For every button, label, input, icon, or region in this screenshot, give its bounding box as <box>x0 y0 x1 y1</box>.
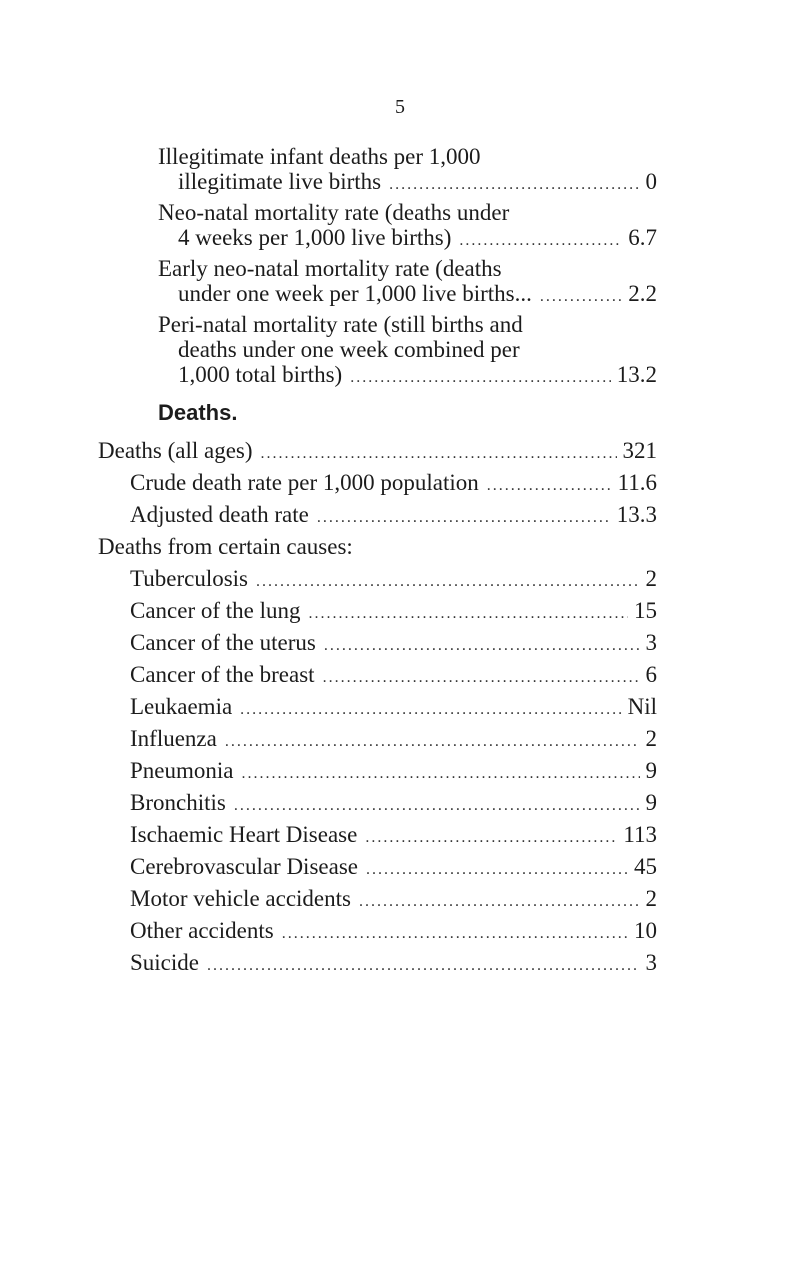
cause-row <box>130 693 657 724</box>
cause-row <box>130 853 657 884</box>
cause-row <box>130 565 657 596</box>
rate-label: 4 weeks per 1,000 live births) <box>178 225 452 250</box>
cause-value: 10 <box>634 918 657 943</box>
rate-value: 0 <box>645 169 657 194</box>
dot-leader <box>324 632 640 660</box>
rate-row <box>178 361 657 392</box>
deaths-all-ages-row <box>98 437 657 468</box>
dot-leader <box>309 600 628 628</box>
cause-value: 2 <box>645 566 657 591</box>
causes-heading: Deaths from certain causes: <box>98 534 353 559</box>
dot-leader <box>282 920 628 948</box>
rate-value: 13.2 <box>616 362 657 387</box>
cause-value: 2 <box>645 886 657 911</box>
rate-line: Early neo-natal mortality rate (deaths <box>158 256 502 281</box>
cause-row <box>130 597 657 628</box>
cause-row <box>130 885 657 916</box>
dot-leader <box>242 760 640 788</box>
cause-label: Cancer of the breast <box>130 662 315 687</box>
cause-value: 3 <box>645 950 657 975</box>
dot-leader <box>207 952 640 980</box>
cause-value: 6 <box>645 662 657 687</box>
rate-label: illegitimate live births <box>178 169 382 194</box>
rate-row <box>178 168 657 199</box>
page-number: 5 <box>395 96 405 118</box>
cause-label: Tuberculosis <box>130 566 248 591</box>
dot-leader <box>540 283 622 311</box>
cause-label: Ischaemic Heart Disease <box>130 822 358 847</box>
dot-leader <box>366 856 628 884</box>
dot-leader <box>234 792 640 820</box>
cause-label: Influenza <box>130 726 217 751</box>
dot-leader <box>240 696 621 724</box>
cause-label: Bronchitis <box>130 790 226 815</box>
cause-value: 45 <box>634 854 657 879</box>
cause-value: 9 <box>645 758 657 783</box>
dot-leader <box>487 472 612 500</box>
cause-row <box>130 949 657 980</box>
cause-value: 2 <box>645 726 657 751</box>
dot-leader <box>225 728 640 756</box>
cause-row <box>130 725 657 756</box>
dot-leader <box>389 171 639 199</box>
rate-line: deaths under one week combined per <box>178 337 520 362</box>
deaths-all-ages-value: 321 <box>622 438 657 463</box>
cause-row <box>130 789 657 820</box>
adjusted-death-rate-value: 13.3 <box>616 502 657 527</box>
dot-leader <box>359 888 640 916</box>
dot-leader <box>323 664 640 692</box>
cause-value: 3 <box>645 630 657 655</box>
cause-label: Pneumonia <box>130 758 234 783</box>
dot-leader <box>459 227 622 255</box>
rate-value: 2.2 <box>628 281 657 306</box>
cause-value: 9 <box>645 790 657 815</box>
cause-value: 15 <box>634 598 657 623</box>
crude-death-rate-row <box>130 469 657 500</box>
cause-row <box>130 757 657 788</box>
cause-label: Cerebrovascular Disease <box>130 854 358 879</box>
dot-leader <box>256 568 640 596</box>
rate-row <box>178 280 657 311</box>
cause-value: Nil <box>627 694 657 719</box>
adjusted-death-rate-row <box>130 501 657 532</box>
cause-label: Other accidents <box>130 918 274 943</box>
adjusted-death-rate-label: Adjusted death rate <box>130 502 309 527</box>
rate-label: under one week per 1,000 live births... <box>178 281 532 306</box>
crude-death-rate-label: Crude death rate per 1,000 population <box>130 470 479 495</box>
deaths-all-ages-label: Deaths (all ages) <box>98 438 253 463</box>
deaths-heading: Deaths. <box>158 400 238 425</box>
cause-row <box>130 821 657 852</box>
dot-leader <box>261 440 617 468</box>
cause-label: Motor vehicle accidents <box>130 886 351 911</box>
cause-row <box>130 661 657 692</box>
cause-value: 113 <box>623 822 657 847</box>
dot-leader <box>350 364 611 392</box>
rate-line: Peri-natal mortality rate (still births and <box>158 312 523 337</box>
rate-value: 6.7 <box>628 225 657 250</box>
cause-row <box>130 917 657 948</box>
crude-death-rate-value: 11.6 <box>617 470 657 495</box>
rate-label: 1,000 total births) <box>178 362 343 387</box>
cause-label: Cancer of the lung <box>130 598 301 623</box>
cause-label: Leukaemia <box>130 694 233 719</box>
cause-label: Cancer of the uterus <box>130 630 316 655</box>
dot-leader <box>317 504 611 532</box>
rate-line: Illegitimate infant deaths per 1,000 <box>158 144 481 169</box>
rate-row <box>178 224 657 255</box>
cause-label: Suicide <box>130 950 199 975</box>
rate-line: Neo-natal mortality rate (deaths under <box>158 200 510 225</box>
dot-leader <box>365 824 617 852</box>
cause-row <box>130 629 657 660</box>
